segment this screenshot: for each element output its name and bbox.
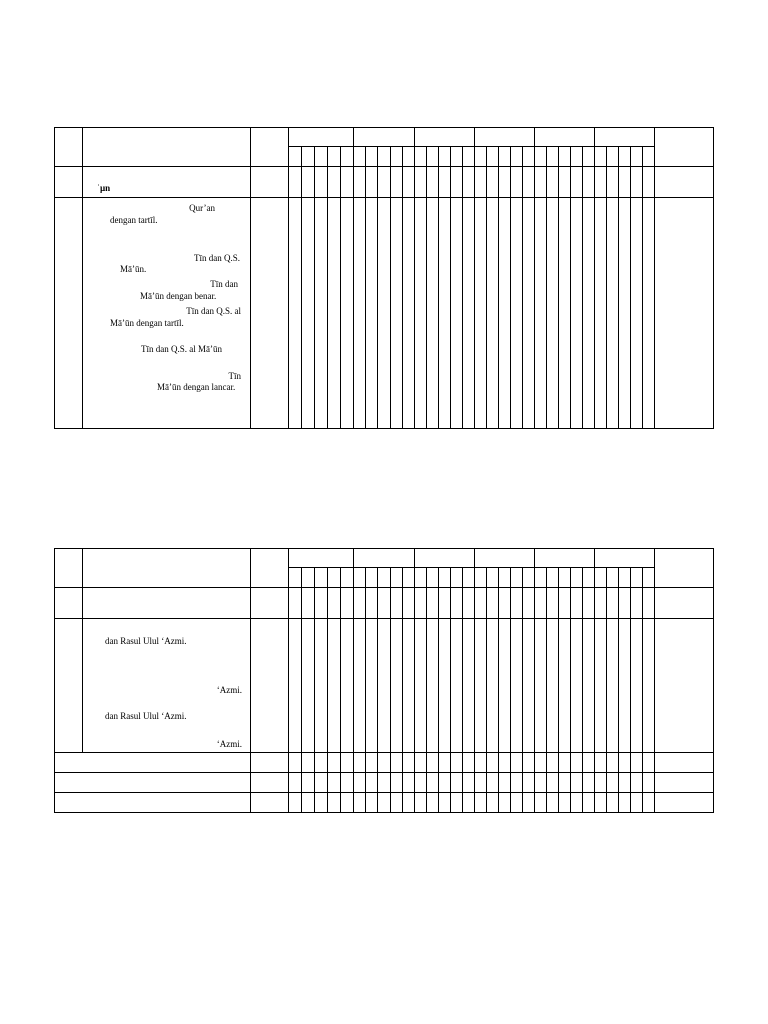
content-line: ‘Azmi. bbox=[216, 739, 242, 749]
table-border bbox=[55, 128, 714, 429]
content-line: Mā’ūn dengan benar. bbox=[140, 291, 217, 301]
content-line: Tīn bbox=[228, 371, 241, 381]
content-line: Mā’ūn. bbox=[120, 264, 147, 274]
content-line: Mā’ūn dengan tartīl. bbox=[110, 318, 184, 328]
content-line: dengan tartīl. bbox=[110, 215, 158, 225]
content-line: Tīn dan Q.S. al bbox=[186, 306, 241, 316]
content-line: Qur’an bbox=[189, 203, 215, 213]
content-line: ‘Azmi. bbox=[216, 685, 242, 695]
topic-title: ʿµn bbox=[97, 183, 111, 193]
content-line: dan Rasul Ulul ‘Azmi. bbox=[105, 636, 187, 646]
content-line: Tīn dan Q.S. bbox=[194, 253, 240, 263]
content-line: Mā’ūn dengan lancar. bbox=[157, 382, 236, 392]
content-line: Tīn dan bbox=[210, 279, 238, 289]
content-line: Tīn dan Q.S. al Mā’ūn bbox=[141, 344, 222, 354]
content-line: dan Rasul Ulul ‘Azmi. bbox=[105, 711, 187, 721]
